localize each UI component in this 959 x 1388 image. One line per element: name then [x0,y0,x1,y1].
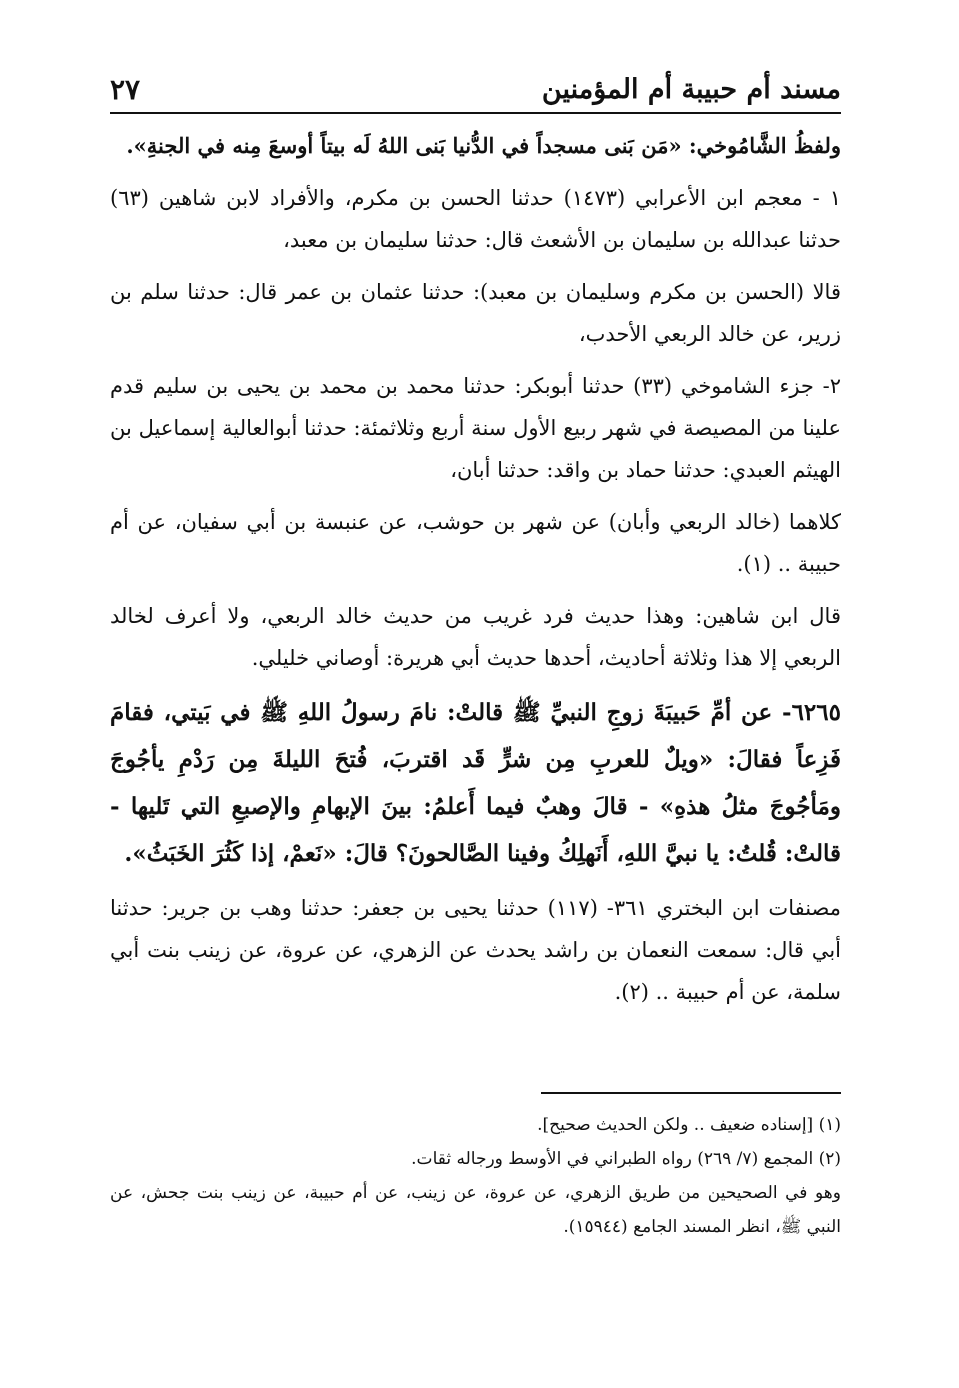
paragraph-kilahuma: كلاهما (خالد الربعي وأبان) عن شهر بن حوشب، عن عنبسة بن أبي سفيان، عن أم حبيبة .. (١). [110,510,841,576]
footnote-2-continued: وهو في الصحيحين من طريق الزهري، عن عروة، عن زينب، عن أم حبيبة، عن زينب بنت جحش، عن النبي ﷺ، انظر المسند الجامع (١٥٩٤٤). [110,1183,841,1237]
paragraph-qala: قالا (الحسن بن مكرم وسليمان بن معبد): حدثنا عثمان بن عمر قال: حدثنا سلم بن زرير، عن خالد الربعي الأحدب، [110,280,841,346]
paragraph-source-1: ١ - معجم ابن الأعرابي (١٤٧٣) حدثنا الحسن بن مكرم، والأفراد لابن شاهين (٦٣) حدثنا عبدالله بن سليمان بن الأشعث قال: حدثنا سليمان بن معبد، [110,186,841,252]
page-header [110,68,841,108]
footnote-divider [541,1092,841,1094]
paragraph-ibn-shahin: قال ابن شاهين: وهذا حديث فرد غريب من حديث خالد الربعي، ولا أعرف لخالد الربعي إلا هذا وثلاثة أحاديث، أحدها حديث أبي هريرة: أوصاني خليلي. [110,604,841,670]
paragraph-shamukhi-wording: ولفظُ الشَّامُوخي: «مَن بَنى مسجداً في الدُّنيا بَنى اللهُ لَه بيتاً أوسعَ مِنه في الجنةِ». [126,133,841,158]
footnote-1: (١) [إسناده ضعيف .. ولكن الحديث صحيح]. [537,1115,841,1135]
paragraph-ibn-bakhtari: مصنفات ابن البختري ٣٦١- (١١٧) حدثنا يحيى بن جعفر: حدثنا وهب بن جرير: حدثنا أبي قال: سمعت النعمان بن راشد يحدث عن الزهري، عن عروة، عن زينب بنت أبي سلمة، عن أم حبيبة .. (٢). [110,896,842,1004]
footnote-2: (٢) المجمع (٧/ ٢٦٩) رواه الطبراني في الأوسط ورجاله ثقات. [411,1149,841,1169]
page-number: ٢٧ [110,73,141,106]
header-divider [110,112,841,114]
hadith-6265: ٦٢٦٥- عن أمِّ حَبيبَةَ زوجِ النبيِّ ﷺ قالتْ: نامَ رسولُ اللهِ ﷺ في بَيتي، فقامَ فَزِعاً فقالَ: «ويلٌ للعربِ مِن شرٍّ قَد اقتربَ، فُتحَ الليلةَ مِن رَدْمِ يأجُوجَ ومَأجُوجَ مثلُ هذهِ» - قالَ وهبٌ فيما أَعلمُ: بينَ الإبهامِ والإصبعِ التي تَليها - قالتْ: قُلتُ: يا نبيَّ اللهِ، أَنَهلِكُ وفينا الصَّالحونَ؟ قالَ: «نَعمْ، إذا كَثُرَ الخَبَثُ». [110,699,841,867]
footnotes [110,1108,841,1244]
paragraph-source-2: ٢- جزء الشاموخي (٣٣) حدثنا أبوبكر: حدثنا محمد بن محمد بن يحيى بن سليم قدم علينا من المصيصة في شهر ربيع الأول سنة أربع وثلاثمئة: حدثنا أبوالعالية إسماعيل بن الهيثم العبدي: حدثنا حماد بن واقد: حدثنا أبان، [110,374,841,482]
running-title: مسند أم حبيبة أم المؤمنين [541,74,841,105]
main-text [110,125,841,1023]
